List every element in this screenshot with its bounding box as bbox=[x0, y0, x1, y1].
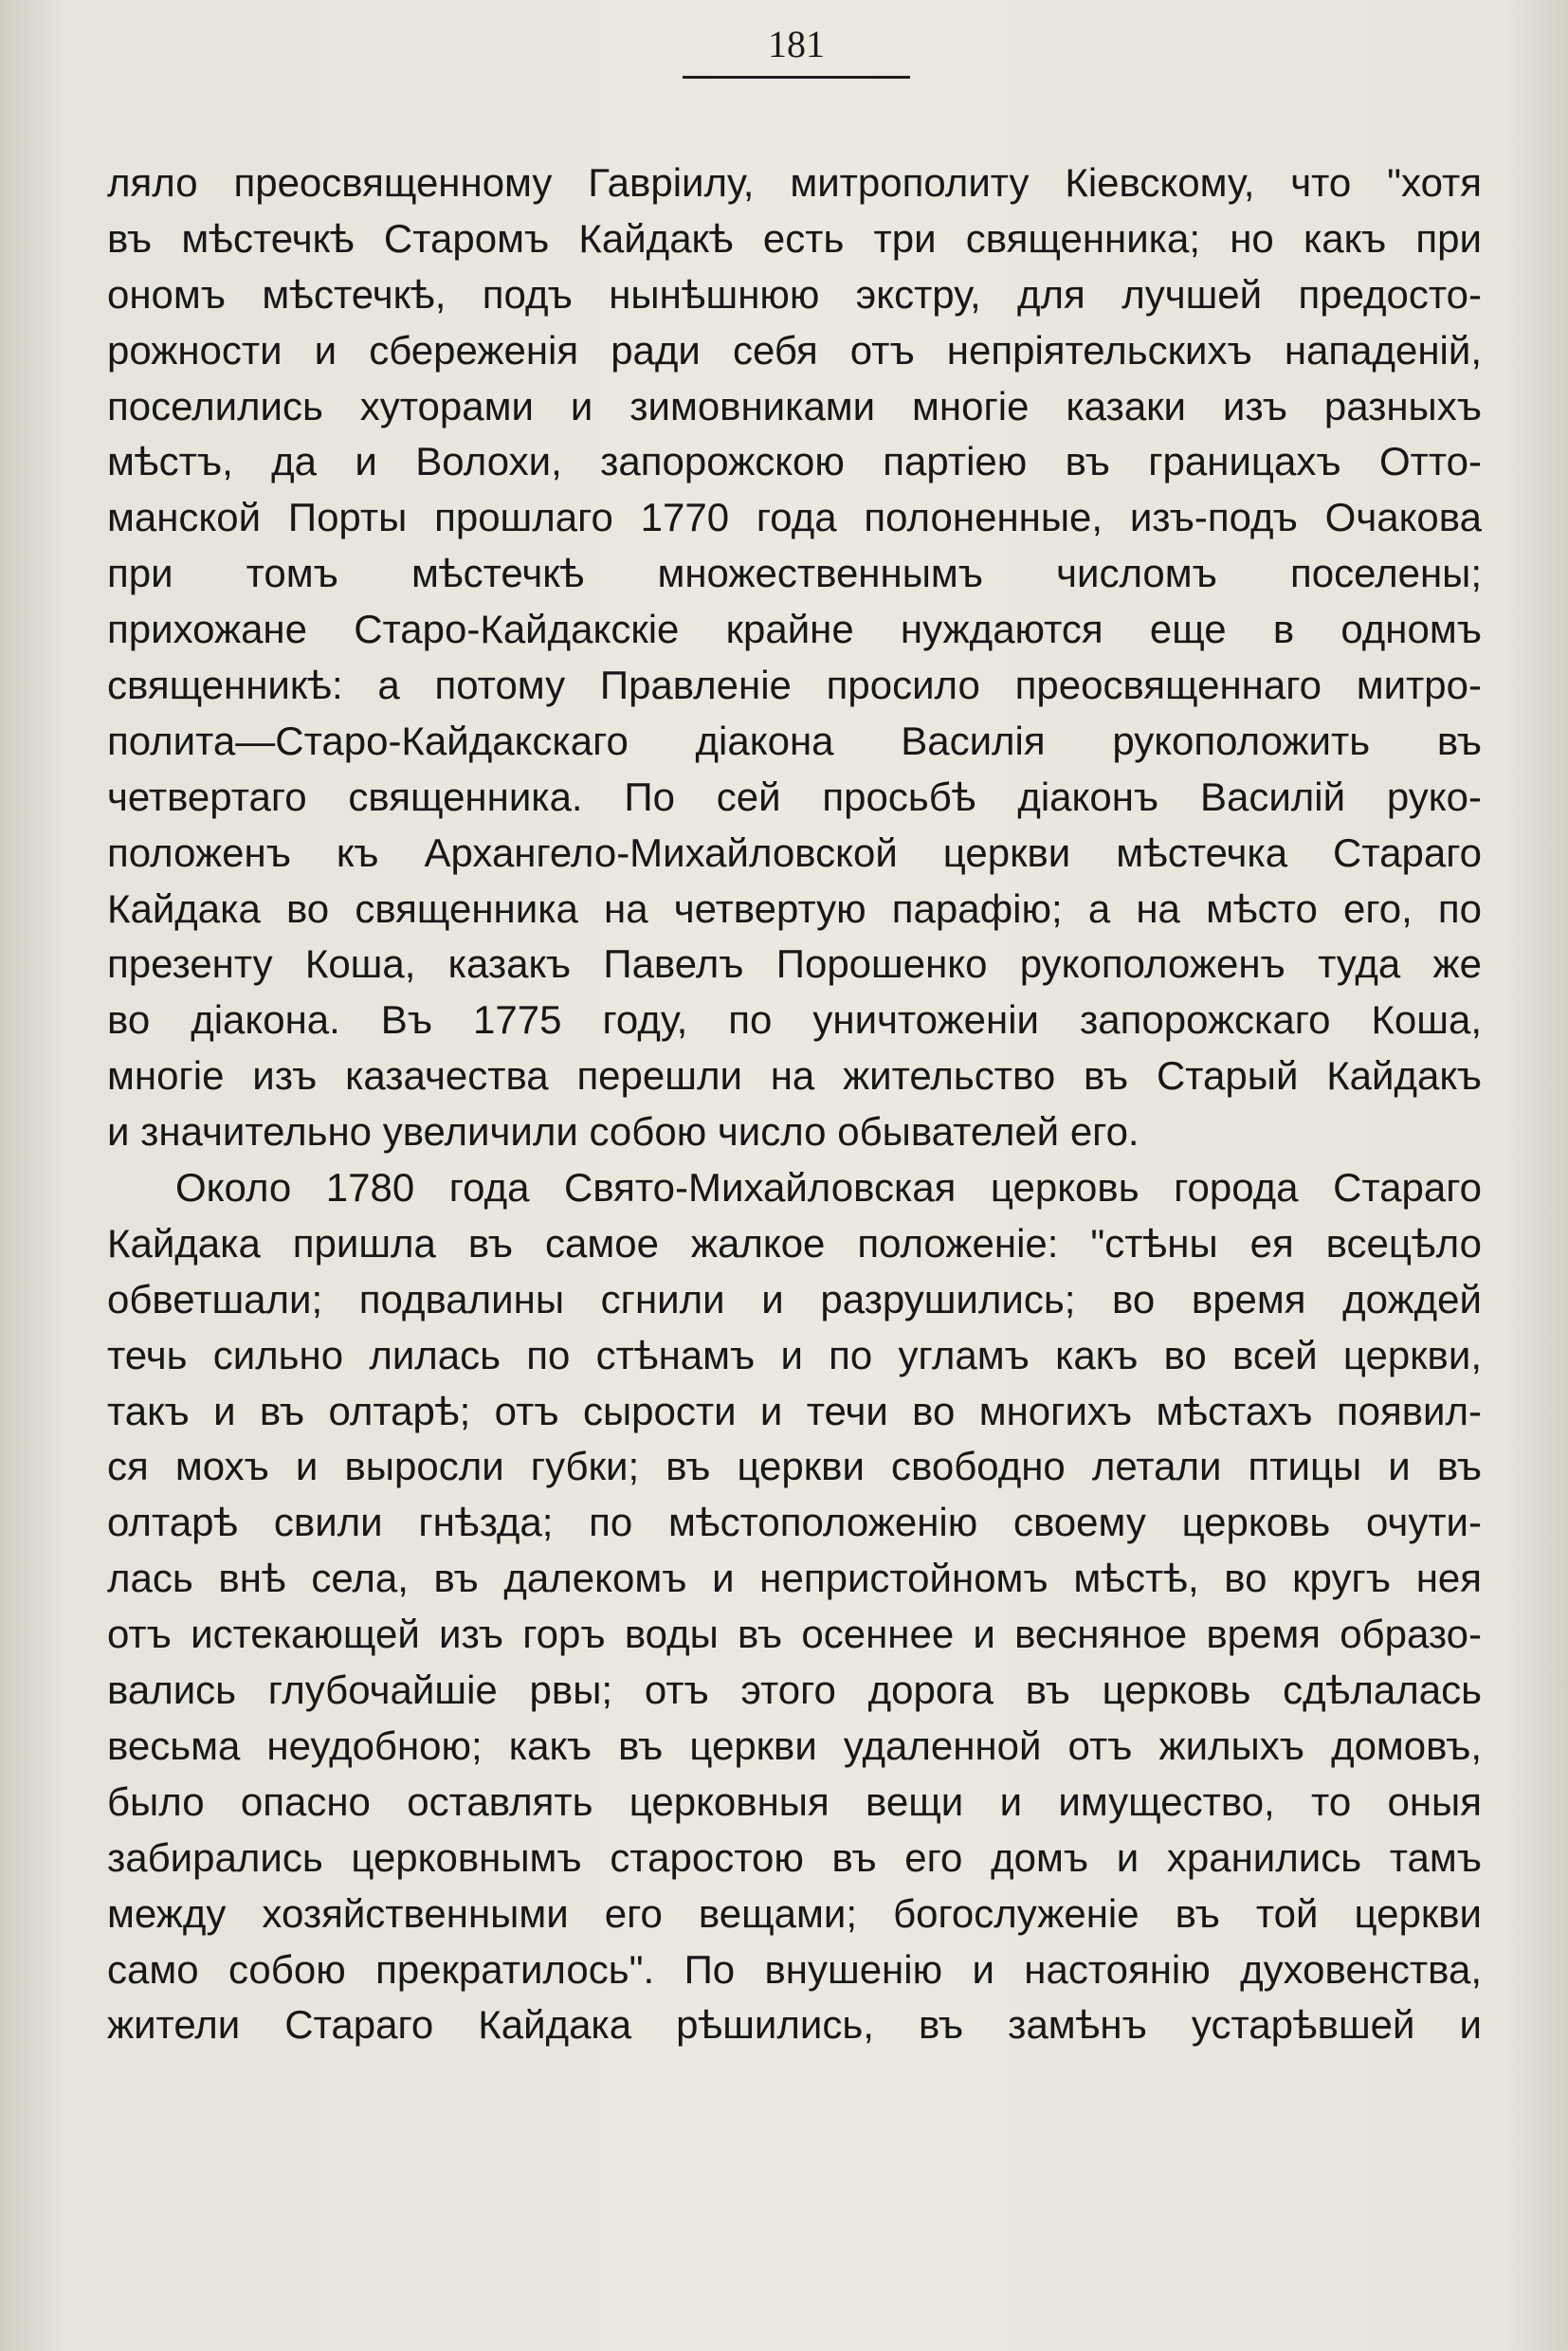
text-line: вались глубочайшіе рвы; отъ этого дорога въ церковь сдѣлалась bbox=[107, 1668, 1482, 1713]
text-line: между хозяйственными его вещами; богослуженіе въ той церкви bbox=[107, 1890, 1482, 1936]
text-line: и значительно увеличили собою число обывателей его. bbox=[107, 1109, 1140, 1155]
text-line: полита—Старо-Кайдакскаго діакона Василія рукоположить въ bbox=[107, 718, 1482, 763]
text-line: ляло преосвященному Гавріилу, митрополиту Кіевскому, что "хотя bbox=[107, 160, 1482, 205]
text-line: положенъ къ Архангело-Михайловской церкви мѣстечка Стараго bbox=[107, 829, 1482, 875]
text-line: олтарѣ свили гнѣзда; по мѣстоположенію своему церковь очути- bbox=[107, 1500, 1482, 1545]
text-line: Около 1780 года Свято-Михайловская церковь города Стараго bbox=[175, 1165, 1482, 1211]
text-line: обветшали; подвалины сгнили и разрушились; во время дождей bbox=[107, 1276, 1482, 1321]
text-line: Кайдака пришла въ самое жалкое положеніе: "стѣны ея всецѣло bbox=[107, 1220, 1482, 1266]
text-line: при томъ мѣстечкѣ множественнымъ числомъ поселены; bbox=[107, 551, 1482, 596]
text-line: ономъ мѣстечкѣ, подъ нынѣшнюю экстру, для лучшей предосто- bbox=[107, 271, 1482, 317]
text-line: само собою прекратилось". По внушенію и настоянію духовенства, bbox=[107, 1946, 1482, 1992]
body-text bbox=[107, 155, 1482, 2053]
text-line: было опасно оставлять церковныя вещи и имущество, то оныя bbox=[107, 1778, 1482, 1824]
text-line: манской Порты прошлаго 1770 года полоненные, изъ-подъ Очакова bbox=[107, 495, 1482, 540]
text-line: жители Стараго Кайдака рѣшились, въ замѣнъ устарѣвшей и bbox=[107, 2002, 1482, 2048]
text-line: священникѣ: а потому Правленіе просило преосвященнаго митро- bbox=[107, 663, 1482, 708]
text-line: ся мохъ и выросли губки; въ церкви свободно летали птицы и въ bbox=[107, 1444, 1482, 1489]
text-line: лась внѣ села, въ далекомъ и непристойномъ мѣстѣ, во кругъ нея bbox=[107, 1556, 1482, 1601]
text-line: поселились хуторами и зимовниками многіе казаки изъ разныхъ bbox=[107, 383, 1482, 428]
text-line: весьма неудобною; какъ въ церкви удаленной отъ жилыхъ домовъ, bbox=[107, 1722, 1482, 1768]
text-line: такъ и въ олтарѣ; отъ сырости и течи во многихъ мѣстахъ появил- bbox=[107, 1388, 1482, 1433]
text-line: течь сильно лилась по стѣнамъ и по угламъ какъ во всей церкви, bbox=[107, 1332, 1482, 1377]
page-number: 181 bbox=[768, 23, 825, 65]
text-line: мѣстъ, да и Волохи, запорожскою партіею въ границахъ Отто- bbox=[107, 439, 1482, 484]
text-line: многіе изъ казачества перешли на жительство въ Старый Кайдакъ bbox=[107, 1053, 1482, 1099]
text-line: четвертаго священника. По сей просьбѣ діаконъ Василій руко- bbox=[107, 774, 1482, 819]
text-line: прихожане Старо-Кайдакскіе крайне нуждаются еще в одномъ bbox=[107, 607, 1482, 652]
text-line: въ мѣстечкѣ Старомъ Кайдакѣ есть три священника; но какъ при bbox=[107, 215, 1482, 261]
text-line: забирались церковнымъ старостою въ его домъ и хранились тамъ bbox=[107, 1834, 1482, 1880]
text-line: Кайдака во священника на четвертую парафію; а на мѣсто его, по bbox=[107, 885, 1482, 931]
text-line: во діакона. Въ 1775 году, по уничтоженіи запорожскаго Коша, bbox=[107, 997, 1482, 1043]
text-line: отъ истекающей изъ горъ воды въ осеннее и весняное время образо- bbox=[107, 1612, 1482, 1657]
header-rule bbox=[683, 76, 910, 79]
text-line: презенту Коша, казакъ Павелъ Порошенко рукоположенъ туда же bbox=[107, 941, 1482, 987]
text-line: рожности и сбереженія ради себя отъ непріятельскихъ нападеній, bbox=[107, 327, 1482, 373]
